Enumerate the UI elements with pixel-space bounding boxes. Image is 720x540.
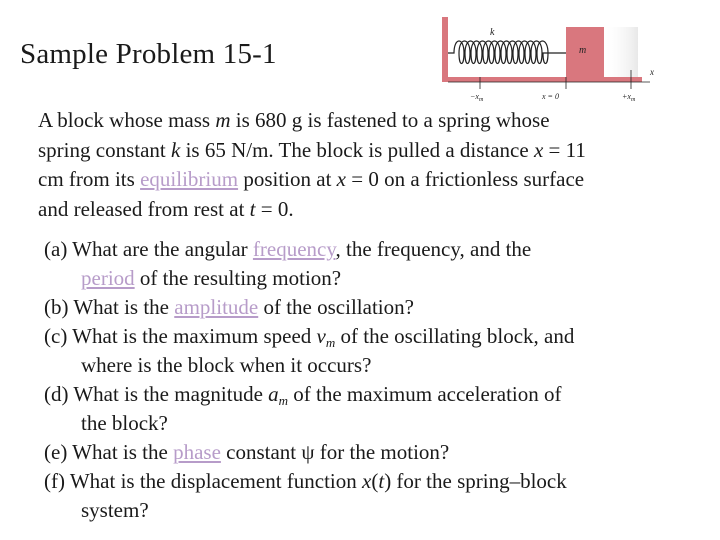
spring-label: k <box>490 27 495 38</box>
right-label: $+x_m$ <box>622 92 636 103</box>
floor <box>442 77 642 82</box>
wall <box>442 17 448 81</box>
center-label: x = 0 <box>542 92 559 101</box>
question-f: (f) What is the displacement function x(t) for the spring–block system? <box>44 469 567 522</box>
question-a: (a) What are the angular frequency, the frequency, and the period of the resulting motion? <box>44 237 532 290</box>
link-frequency[interactable]: frequency <box>252 237 336 261</box>
figure-background <box>603 27 638 82</box>
axis-label: x <box>650 67 654 77</box>
spring-block-figure <box>440 15 670 105</box>
question-b: (b) What is the amplitude of the oscillation? <box>44 295 414 319</box>
link-equilibrium[interactable]: equilibrium <box>140 167 239 191</box>
question-e: (e) What is the phase constant ψ for the motion? <box>44 440 450 464</box>
left-label: $-x_m$ <box>470 92 484 103</box>
link-phase[interactable]: phase <box>173 440 221 464</box>
mass-label: m <box>579 45 587 56</box>
question-d: (d) What is the magnitude $a_m$ of the maximum acceleration of the block? <box>44 382 562 435</box>
problem-statement: A block whose mass m is 680 g is fastened to a spring whose spring constant k is 65 N/m. The block is pulled a distance x = 11 cm from its equilibrium position at x = 0 on a frictionless surface and released from rest at t = 0. <box>38 108 586 221</box>
slide-title: Sample Problem 15-1 <box>20 38 277 70</box>
link-amplitude[interactable]: amplitude <box>174 295 259 319</box>
link-period[interactable]: period <box>81 266 135 290</box>
question-c: (c) What is the maximum speed $v_m$ of the oscillating block, and where is the block when it occurs? <box>44 324 575 377</box>
spring <box>448 41 566 64</box>
